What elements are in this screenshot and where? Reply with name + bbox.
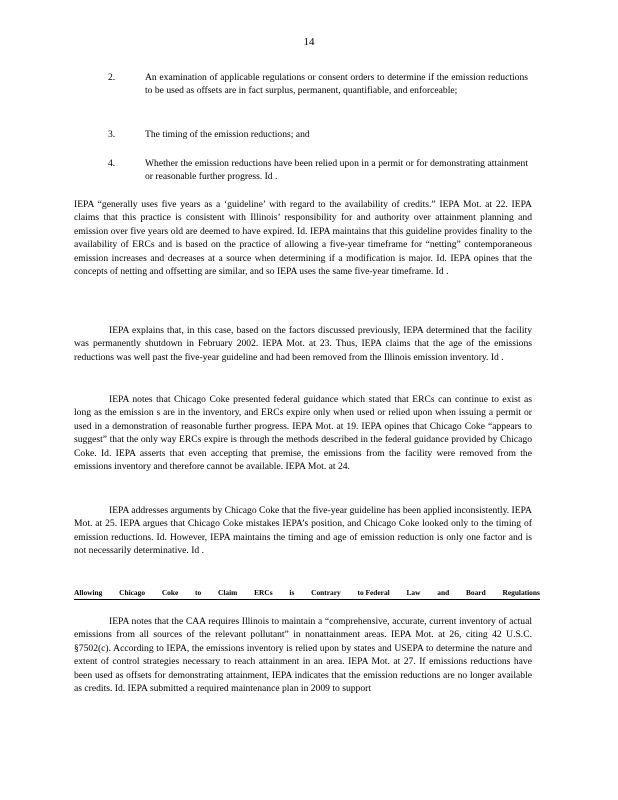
- list-item-text: An examination of applicable regulations or consent orders to determine if the emission reductions to be used as offsets are in fact surplus, permanent, quantifiable, and enforceable;: [145, 72, 528, 97]
- section-heading: [74, 588, 540, 600]
- list-item: [108, 71, 528, 98]
- body-paragraph: IEPA notes that Chicago Coke presented federal guidance which stated that ERCs can continue to exist as long as the emission s are in the inventory, and ERCs expire only when used or relied upon when issuing a permit or used in a demonstration of reasonable further progress. IEPA Mot. at 19. IEPA opines that Chicago Coke “appears to suggest” that the only way ERCs expire is through the methods described in the federal guidance provided by Chicago Coke. Id. IEPA asserts that even accepting that premise, the emissions from the facility were removed from the emissions inventory and therefore cannot be available. IEPA Mot. at 24.: [74, 394, 532, 473]
- body-paragraph: IEPA explains that, in this case, based on the factors discussed previously, IEPA determined that the facility was permanently shutdown in February 2002. IEPA Mot. at 23. Thus, IEPA claims that the age of the emissions reductions was well past the five-year guideline and had been removed from the Illinois emission inventory. Id .: [74, 325, 532, 363]
- numbered-list: [108, 128, 528, 141]
- heading-word: to Federal: [357, 588, 390, 597]
- heading-word: Regulations: [502, 588, 540, 597]
- numbered-list: [108, 71, 528, 98]
- list-item-number: 4.: [108, 158, 116, 169]
- page-number: 14: [303, 36, 315, 48]
- list-item-text: The timing of the emission reductions; and: [145, 129, 310, 140]
- list-item-number: 2.: [108, 72, 116, 83]
- list-item-number: 3.: [108, 129, 116, 140]
- heading-word: Allowing: [74, 588, 103, 597]
- heading-word: Law: [406, 588, 421, 597]
- numbered-list: [108, 157, 528, 184]
- heading-word: ERCs: [254, 588, 273, 597]
- body-paragraph: IEPA addresses arguments by Chicago Coke that the five-year guideline has been applied inconsistently. IEPA Mot. at 25. IEPA argues that Chicago Coke mistakes IEPA’s position, and Chicago Coke looked only to the timing of emission reductions. Id. However, IEPA maintains the timing and age of emission reduction is only one factor and is not necessarily determinative. Id .: [74, 505, 532, 557]
- list-item: [108, 157, 528, 184]
- heading-word: and: [437, 588, 450, 597]
- heading-word: Chicago: [119, 588, 146, 597]
- heading-word: is: [289, 588, 295, 597]
- heading-word: to: [195, 588, 202, 597]
- list-item-text: Whether the emission reductions have been relied upon in a permit or for demonstrating attainment or reasonable further progress. Id .: [145, 158, 528, 183]
- body-paragraph: IEPA notes that the CAA requires Illinois to maintain a “comprehensive, accurate, current inventory of actual emissions from all sources of the relevant pollutant” in nonattainment areas. IEPA Mot. at 26, citing 42 U.S.C. §7502(c). According to IEPA, the emissions inventory is relied upon by states and USEPA to determine the nature and extent of control strategies necessary to reach attainment in an area. IEPA Mot. at 27. If emissions reductions have been used as offsets for demonstrating attainment, IEPA indicates that the emission reductions are no longer available as credits. Id. IEPA submitted a required maintenance plan in 2009 to support: [74, 616, 532, 695]
- heading-word: Board: [465, 588, 486, 597]
- heading-word: Claim: [218, 588, 238, 597]
- heading-word: Contrary: [311, 588, 341, 597]
- heading-word: Coke: [161, 588, 179, 597]
- list-item: [108, 128, 528, 141]
- body-paragraph: IEPA “generally uses five years as a ‘guideline’ with regard to the availability of credits.” IEPA Mot. at 22. IEPA claims that this practice is consistent with Illinois’ responsibility for and authority over attainment planning and emission over five years old are deemed to have expired. Id. IEPA maintains that this guideline provides finality to the availability of ERCs and is based on the practice of allowing a five-year timeframe for “netting” contemporaneous emission increases and decreases at a source when determining if a modification is major. Id. IEPA opines that the concepts of netting and offsetting are similar, and so IEPA uses the same five-year timeframe. Id .: [74, 199, 532, 278]
